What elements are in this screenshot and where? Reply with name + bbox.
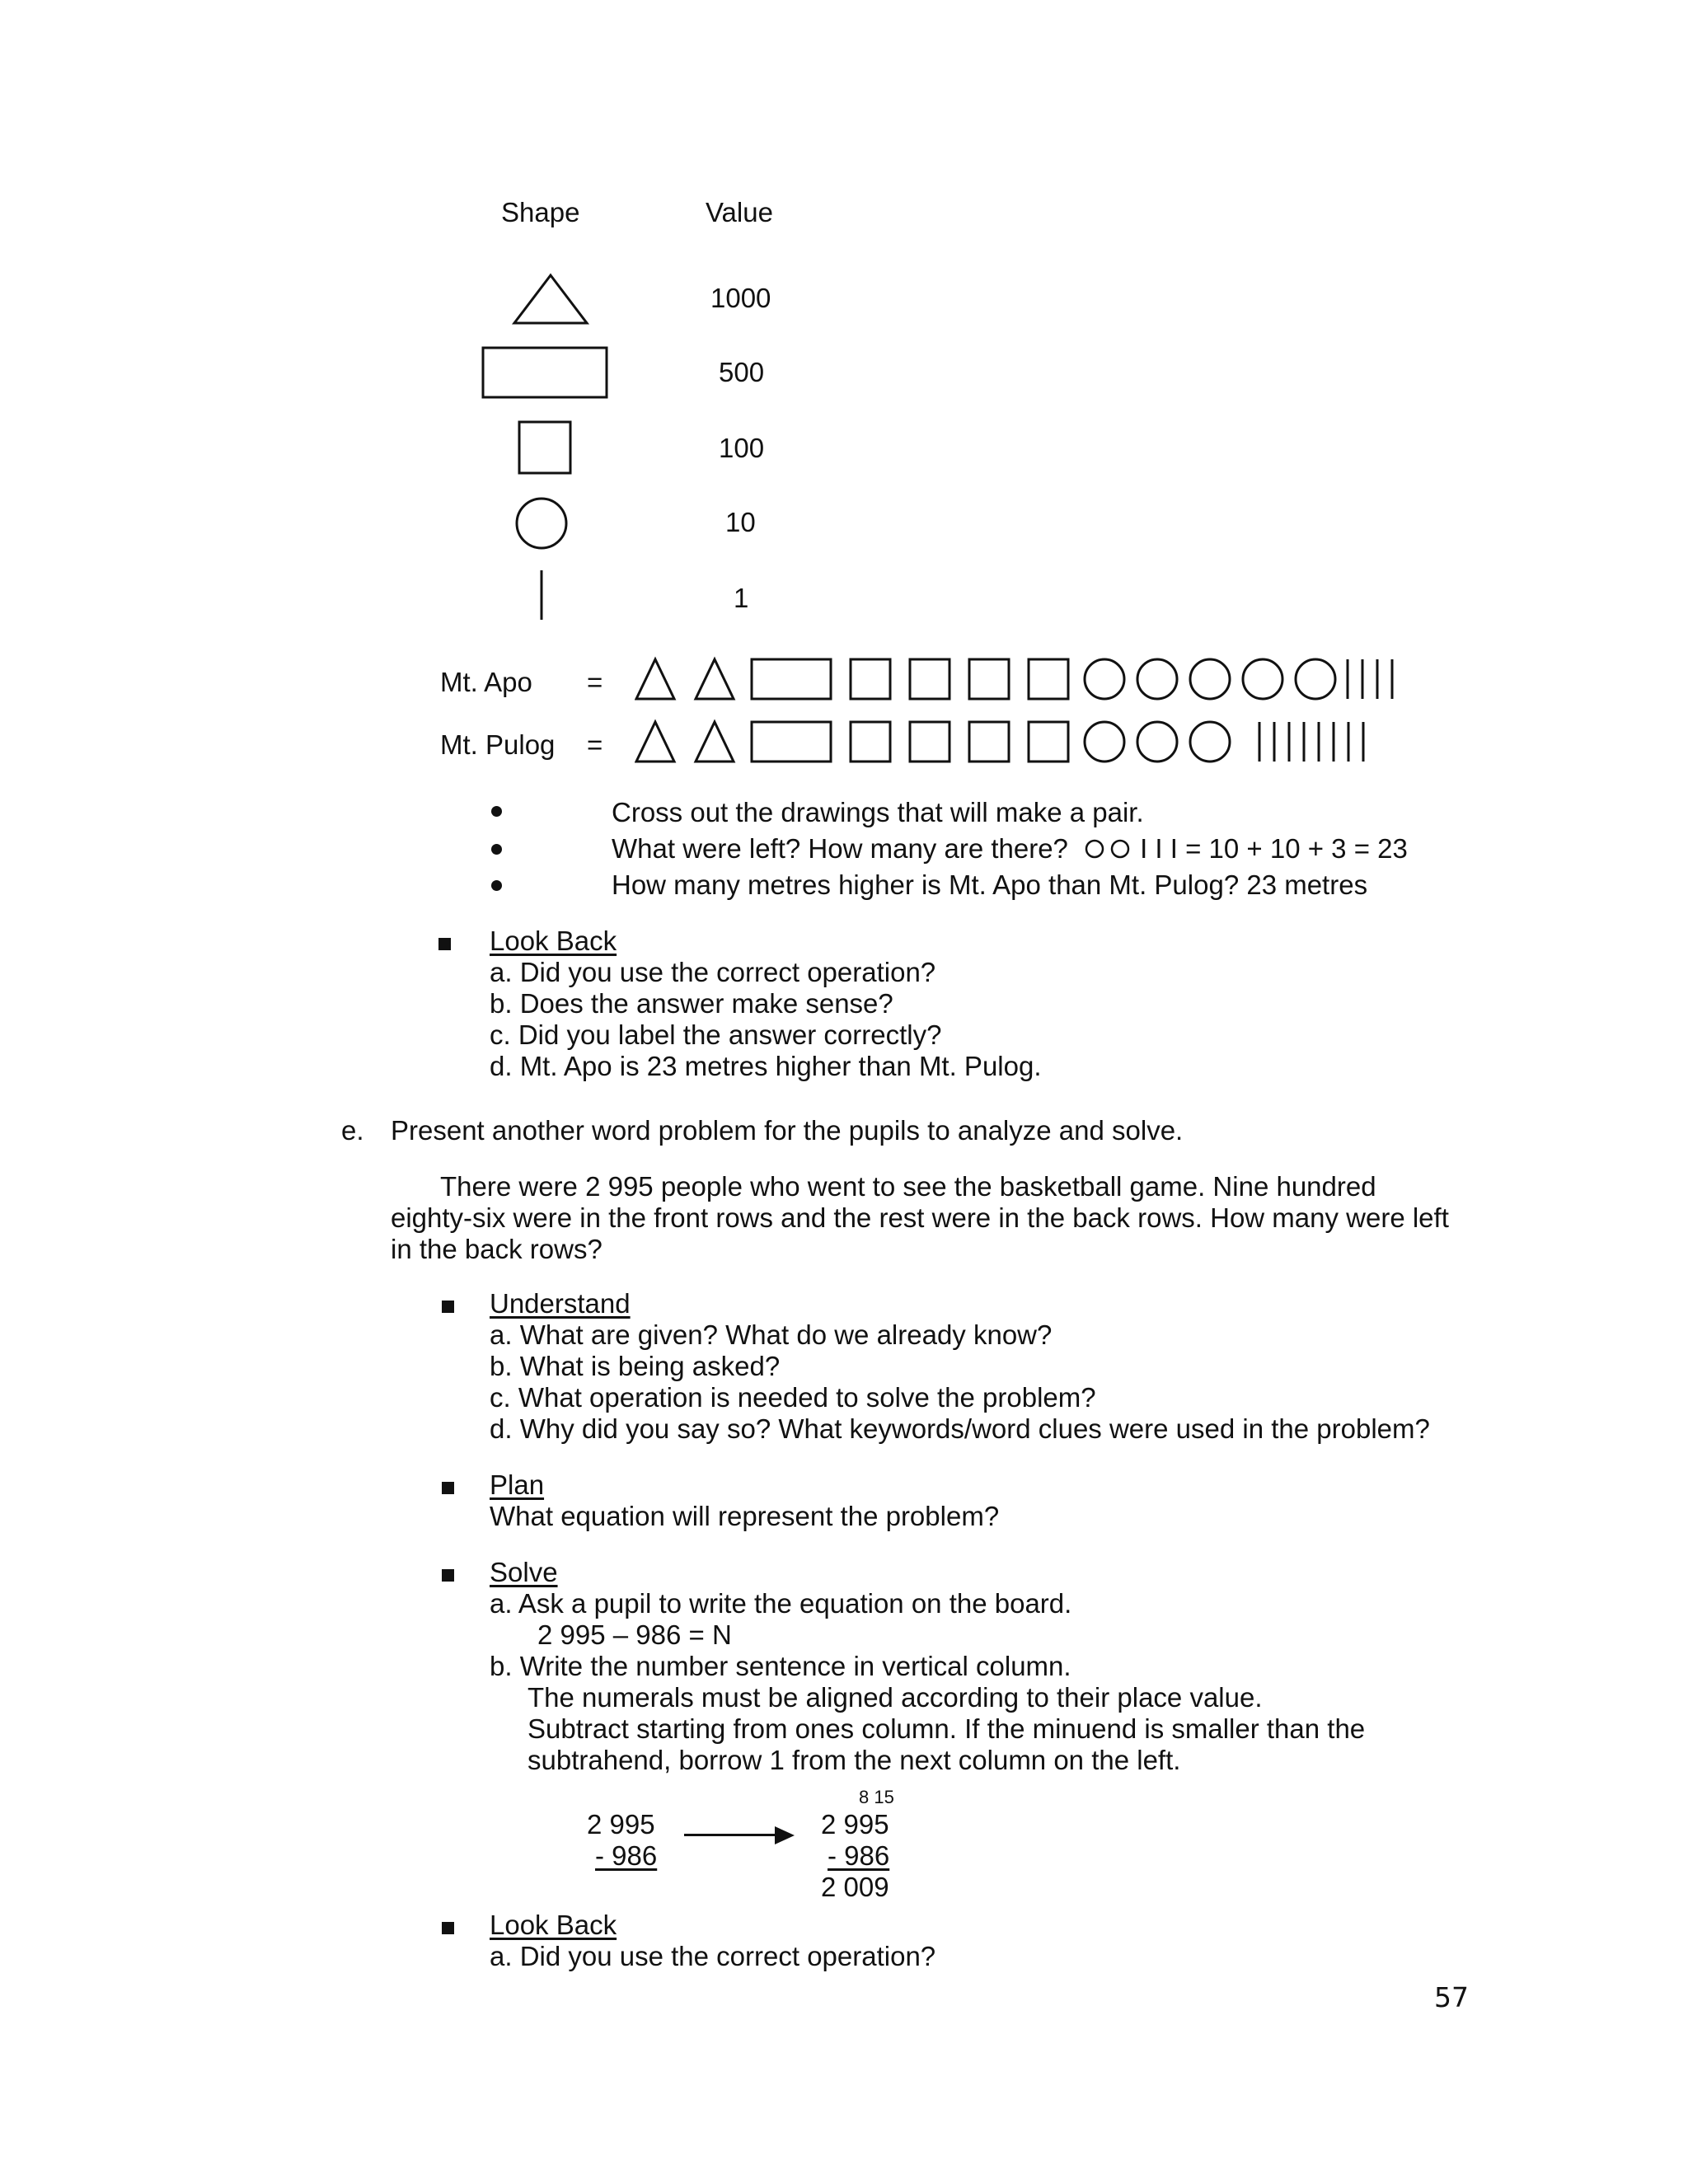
plan-text: What equation will represent the problem?	[490, 1501, 1000, 1531]
line-icon	[536, 569, 547, 621]
square-icon	[518, 420, 572, 475]
subtrahend-right: - 986	[828, 1840, 890, 1871]
mt-pulog-equals: =	[587, 729, 603, 760]
mt-pulog-label: Mt. Pulog	[440, 729, 556, 760]
legend-value-1000: 1000	[710, 283, 771, 313]
problem-line: eighty-six were in the front rows and the rest were in the back rows. How many were left	[391, 1202, 1449, 1233]
look-back-item: c. Did you label the answer correctly?	[490, 1019, 942, 1050]
legend-value-10: 10	[725, 507, 756, 537]
two-circles-icon	[1084, 838, 1133, 860]
circle-icon	[514, 496, 569, 551]
arrow-head-icon	[775, 1825, 796, 1846]
square-bullet-icon	[442, 1569, 454, 1582]
arrow-line	[684, 1834, 781, 1836]
bullet-text	[612, 832, 1408, 865]
square-icon	[851, 659, 890, 699]
solve-line: Subtract starting from ones column. If the minuend is smaller than the	[528, 1713, 1366, 1744]
solve-line: subtrahend, borrow 1 from the next column on the left.	[528, 1745, 1181, 1775]
triangle-icon	[636, 659, 674, 699]
bullet-text-answer: I I I = 10 + 10 + 3 = 23	[1140, 833, 1408, 864]
bullet-text: How many metres higher is Mt. Apo than Mt. Pulog? 23 metres	[612, 869, 1368, 900]
item-e-marker: e.	[341, 1115, 364, 1146]
circle-icon	[1137, 659, 1177, 699]
rectangle-icon	[752, 659, 831, 699]
plan-title: Plan	[490, 1469, 545, 1500]
square-icon	[969, 659, 1009, 699]
bullet-text: Cross out the drawings that will make a pair.	[612, 797, 1144, 827]
shape-header: Shape	[501, 197, 580, 227]
look-back-item: a. Did you use the correct operation?	[490, 957, 936, 987]
borrow-marks: 8 15	[859, 1787, 894, 1807]
triangle-icon	[696, 722, 734, 762]
page-number: 57	[1434, 1981, 1469, 2013]
circle-icon	[1137, 722, 1177, 762]
circle-icon	[1243, 659, 1282, 699]
solve-equation: 2 995 – 986 = N	[537, 1619, 732, 1650]
square-bullet-icon	[442, 1922, 454, 1934]
legend-value-100: 100	[719, 433, 765, 463]
circle-icon	[1296, 659, 1335, 699]
triangle-icon	[511, 272, 590, 326]
solve-line: a. Ask a pupil to write the equation on the board.	[490, 1588, 1072, 1619]
mt-apo-label: Mt. Apo	[440, 667, 532, 697]
square-icon	[851, 722, 890, 762]
circle-icon	[1085, 659, 1124, 699]
solve-line: The numerals must be aligned according to their place value.	[528, 1682, 1263, 1713]
item-e-text: Present another word problem for the pupils to analyze and solve.	[391, 1115, 1184, 1146]
square-icon	[969, 722, 1009, 762]
understand-item: c. What operation is needed to solve the problem?	[490, 1382, 1096, 1413]
circle-icon	[1085, 722, 1124, 762]
look-back-title: Look Back	[490, 1910, 617, 1940]
subtrahend-left: - 986	[595, 1840, 658, 1871]
minuend-right: 2 995	[821, 1809, 889, 1840]
circle-icon	[1190, 659, 1230, 699]
rectangle-icon	[752, 722, 831, 762]
bullet-dot-icon	[491, 806, 502, 817]
bullet-dot-icon	[491, 844, 502, 855]
look-back-item: a. Did you use the correct operation?	[490, 1941, 936, 1971]
mt-pulog-shapes	[635, 719, 1376, 765]
mt-apo-equals: =	[587, 667, 603, 697]
solve-title: Solve	[490, 1557, 558, 1587]
square-icon	[910, 659, 950, 699]
understand-item: b. What is being asked?	[490, 1351, 781, 1381]
understand-item: d. Why did you say so? What keywords/word clues were used in the problem?	[490, 1413, 1430, 1444]
rectangle-icon	[481, 346, 608, 399]
problem-line: There were 2 995 people who went to see the basketball game. Nine hundred	[440, 1171, 1376, 1202]
triangle-icon	[636, 722, 674, 762]
square-icon	[910, 722, 950, 762]
look-back-item: b. Does the answer make sense?	[490, 988, 893, 1019]
circle-icon	[1190, 722, 1230, 762]
legend-value-1: 1	[734, 583, 749, 613]
problem-line: in the back rows?	[391, 1234, 603, 1264]
understand-item: a. What are given? What do we already know?	[490, 1319, 1053, 1350]
value-header: Value	[706, 197, 773, 227]
look-back-title: Look Back	[490, 926, 617, 956]
mt-apo-shapes	[635, 656, 1409, 702]
legend-value-500: 500	[719, 357, 765, 387]
triangle-icon	[696, 659, 734, 699]
minuend-left: 2 995	[587, 1809, 655, 1840]
difference: 2 009	[821, 1872, 889, 1902]
square-bullet-icon	[442, 1301, 454, 1313]
square-icon	[1029, 659, 1068, 699]
understand-title: Understand	[490, 1288, 631, 1319]
bullet-text-question: What were left? How many are there?	[612, 833, 1068, 864]
square-bullet-icon	[442, 1482, 454, 1494]
bullet-dot-icon	[491, 880, 502, 891]
look-back-item: d. Mt. Apo is 23 metres higher than Mt. Pulog.	[490, 1051, 1042, 1081]
square-bullet-icon	[438, 938, 451, 950]
square-icon	[1029, 722, 1068, 762]
solve-line: b. Write the number sentence in vertical column.	[490, 1651, 1071, 1681]
